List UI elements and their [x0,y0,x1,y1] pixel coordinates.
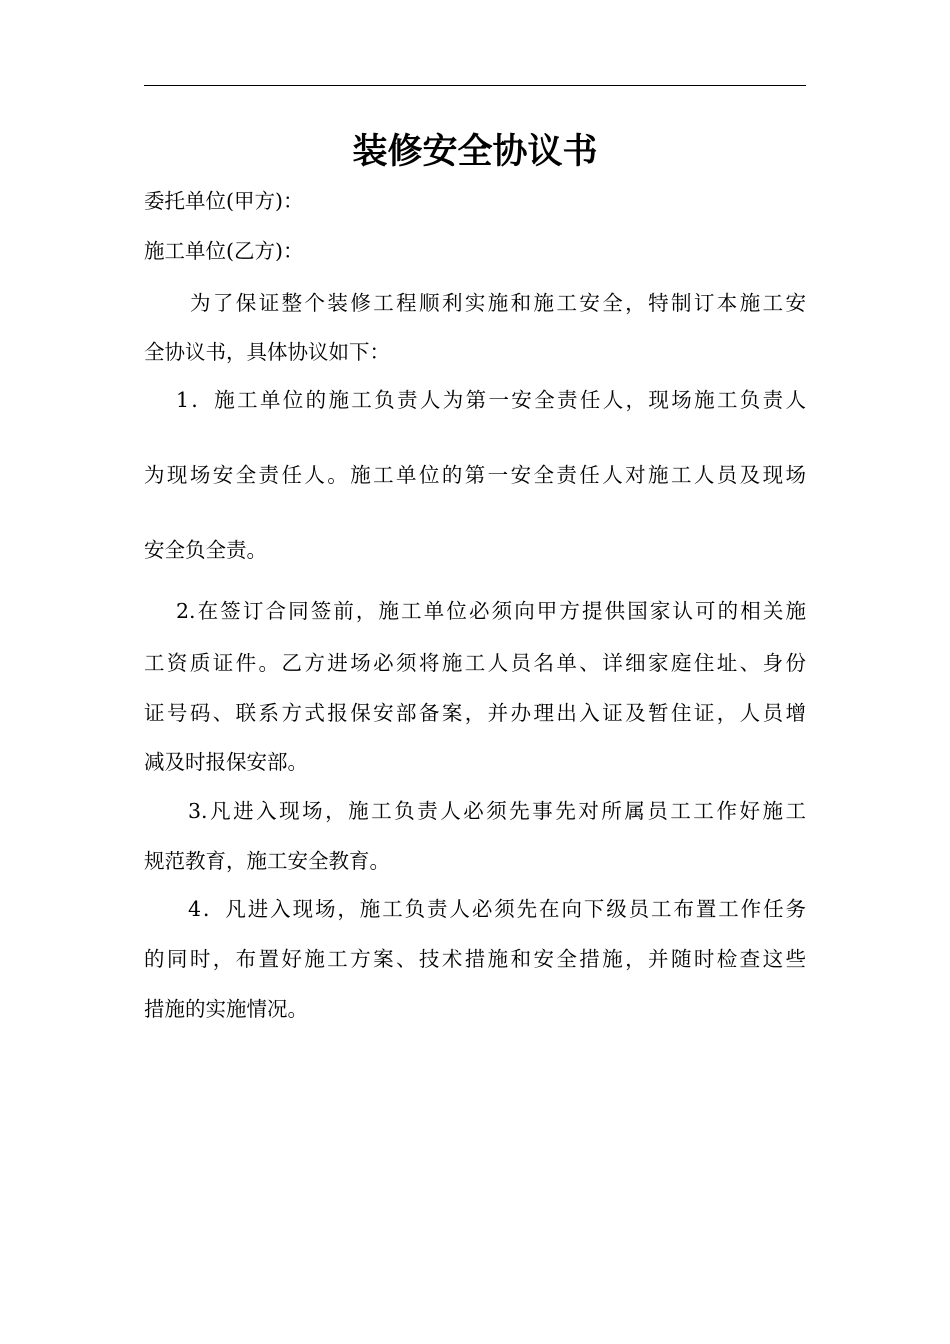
clause-3-line: 3.凡进入现场，施工负责人必须先事先对所属员工工作好施工 [188,799,806,823]
clause-4-line: 措施的实施情况。 [144,997,308,1021]
party-b-line: 施工单位(乙方)： [144,239,304,263]
clause-3-line: 规范教育，施工安全教育。 [144,849,390,873]
clause-2-line: 工资质证件。乙方进场必须将施工人员名单、详细家庭住址、身份 [144,651,806,675]
document-title: 装修安全协议书 [352,131,598,172]
clause-2-line: 证号码、联系方式报保安部备案，并办理出入证及暂住证，人员增 [144,701,806,725]
clause-1-line: 1．施工单位的施工负责人为第一安全责任人，现场施工负责人 [176,388,806,412]
clause-1-line: 安全负全责。 [144,538,267,562]
intro-line: 为了保证整个装修工程顺利实施和施工安全，特制订本施工安 [190,291,806,315]
intro-line: 全协议书，具体协议如下： [144,340,390,364]
clause-4-line: 的同时，布置好施工方案、技术措施和安全措施，并随时检查这些 [144,947,806,971]
clause-2-line: 减及时报保安部。 [144,750,308,774]
header-rule [144,85,806,86]
party-a-line: 委托单位(甲方)： [144,189,304,213]
clause-2-line: 2.在签订合同签前，施工单位必须向甲方提供国家认可的相关施 [176,599,806,623]
clause-1-line: 为现场安全责任人。施工单位的第一安全责任人对施工人员及现场 [144,463,806,487]
clause-4-line: 4．凡进入现场，施工负责人必须先在向下级员工布置工作任务 [188,897,806,921]
